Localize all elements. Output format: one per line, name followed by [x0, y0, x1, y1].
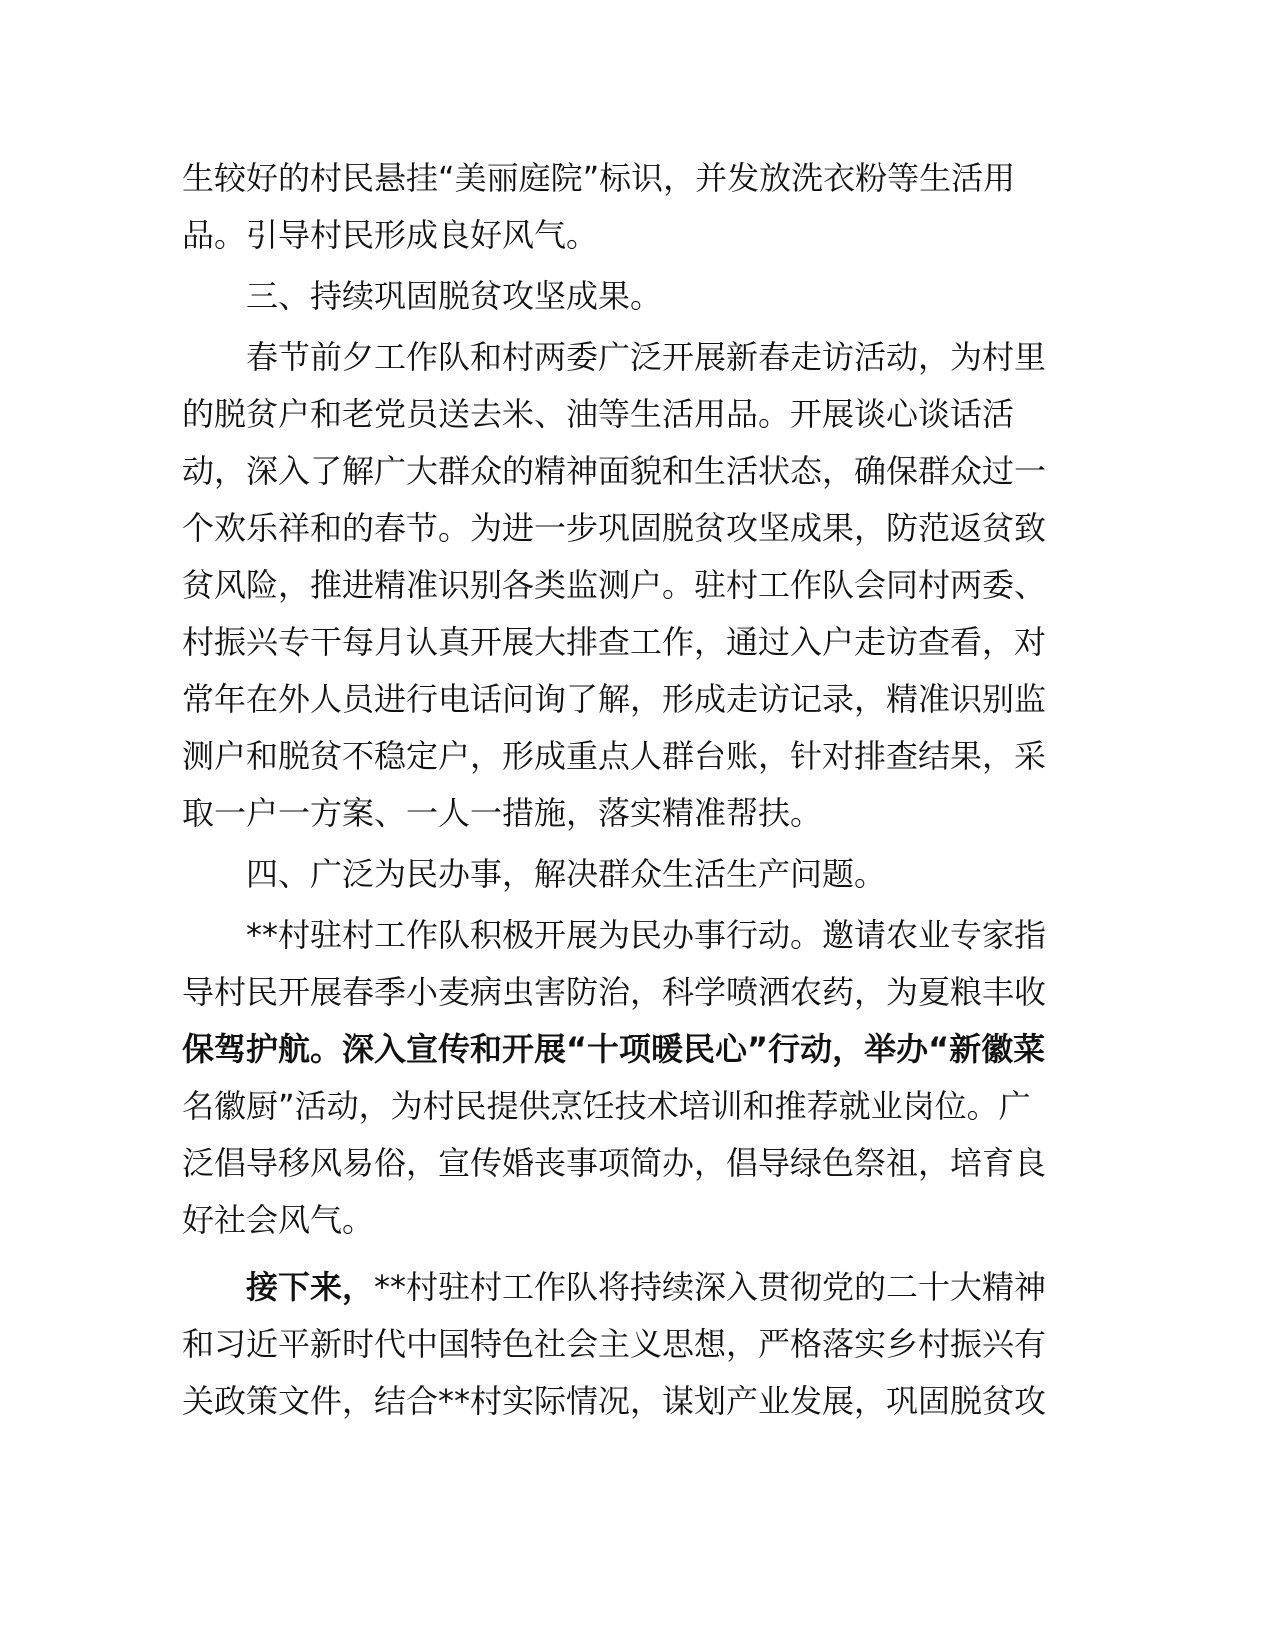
text-line: 村振兴专干每月认真开展大排查工作，通过入户走访查看，对	[182, 623, 1047, 661]
section-heading-4	[182, 846, 1082, 903]
text-line: 名徽厨”活动，为村民提供烹饪技术培训和推荐就业岗位。广	[182, 1087, 1031, 1125]
text-line: 的脱贫户和老党员送去米、油等生活用品。开展谈心谈话活	[182, 395, 1015, 433]
text-line: 常年在外人员进行电话问询了解，形成走访记录，精准识别监	[182, 680, 1047, 718]
paragraph-courtyard	[182, 150, 1082, 264]
text-line: 关政策文件，结合**村实际情况，谋划产业发展，巩固脱贫攻	[182, 1382, 1047, 1420]
text-segment-bold: 接下来，	[246, 1268, 375, 1306]
text-segment-bold: 深入宣传和开展“十项暖民心”行动，举办“新徽菜	[342, 1030, 1046, 1068]
text-line: 好社会风气。	[182, 1201, 375, 1239]
text-line: **村驻村工作队积极开展为民办事行动。邀请农业专家指	[246, 916, 1047, 954]
text-segment-bold: 保驾护航。	[182, 1030, 343, 1068]
text-line: 测户和脱贫不稳定户，形成重点人群台账，针对排查结果，采	[182, 737, 1047, 775]
text-line-mixed	[182, 1021, 1082, 1078]
text-segment: **村驻村工作队将持续深入贯彻党的二十大精神	[374, 1268, 1047, 1306]
text-line: 品。引导村民形成良好风气。	[182, 216, 599, 254]
text-line: 泛倡导移风易俗，宣传婚丧事项简办，倡导绿色祭祖，培育良	[182, 1144, 1047, 1182]
text-line: 和习近平新时代中国特色社会主义思想，严格落实乡村振兴有	[182, 1325, 1047, 1363]
section-heading-3	[182, 268, 1082, 325]
text-line: 取一户一方案、一人一措施，落实精准帮扶。	[182, 794, 823, 832]
heading-text: 四、广泛为民办事，解决群众生活生产问题。	[246, 855, 887, 893]
paragraph-poverty-consolidation	[182, 329, 1082, 842]
text-line: 贫风险，推进精准识别各类监测户。驻村工作队会同村两委、	[182, 566, 1047, 604]
text-line: 个欢乐祥和的春节。为进一步巩固脱贫攻坚成果，防范返贫致	[182, 509, 1047, 547]
text-line-mixed	[182, 1259, 1082, 1316]
text-line: 动，深入了解广大群众的精神面貌和生活状态，确保群众过一	[182, 452, 1047, 490]
paragraph-serving-people	[182, 907, 1082, 1249]
heading-text: 三、持续巩固脱贫攻坚成果。	[246, 277, 663, 315]
text-line: 导村民开展春季小麦病虫害防治，科学喷洒农药，为夏粮丰收	[182, 973, 1047, 1011]
text-line: 生较好的村民悬挂“美丽庭院”标识，并发放洗衣粉等生活用	[182, 159, 1016, 197]
text-line: 春节前夕工作队和村两委广泛开展新春走访活动，为村里	[246, 338, 1047, 376]
paragraph-next-steps	[182, 1259, 1082, 1430]
document-body	[182, 150, 1082, 1430]
